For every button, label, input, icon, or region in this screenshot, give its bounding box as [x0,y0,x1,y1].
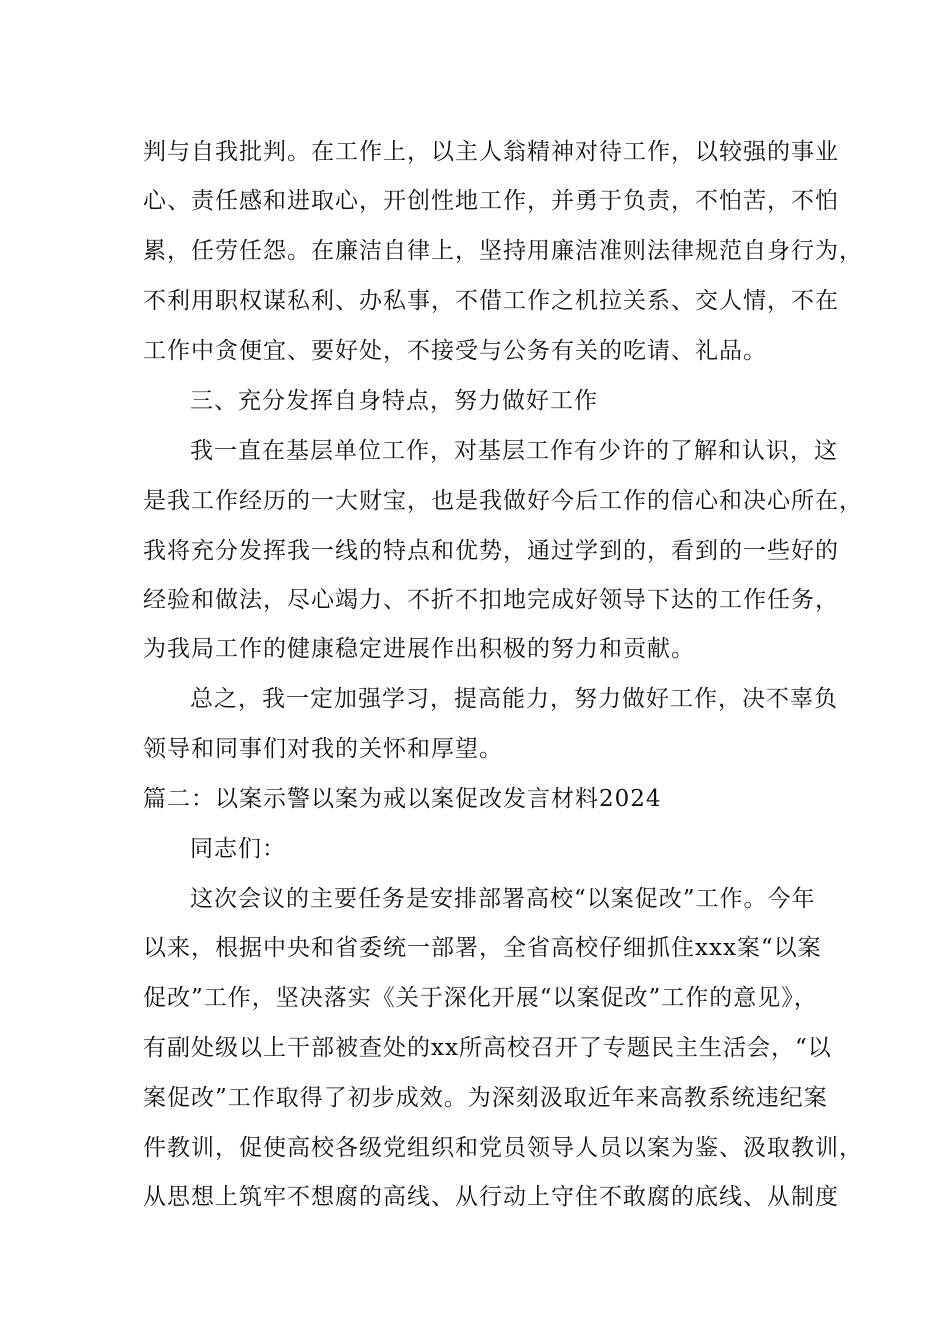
text-line: 件教训，促使高校各级党组织和党员领导人员以案为鉴、汲取教训， [143,1135,863,1161]
text-line: 不利用职权谋私利、办私事，不借工作之机拉关系、交人情，不在 [143,288,839,314]
text-line: 累，任劳任怨。在廉洁自律上，坚持用廉洁准则法律规范自身行为， [143,238,863,264]
text-line: 心、责任感和进取心，开创性地工作，并勇于负责，不怕苦，不怕 [143,188,839,214]
text-line: 工作中贪便宜、要好处，不接受与公务有关的吃请、礼品。 [143,338,767,364]
text-line: 以来，根据中央和省委统一部署，全省高校仔细抓住xxx案“以案 [143,935,822,961]
text-line: 案促改”工作取得了初步成效。为深刻汲取近年来高教系统违纪案 [143,1085,828,1111]
text-line: 总之，我一定加强学习，提高能力，努力做好工作，决不辜负 [190,686,838,712]
text-line: 促改”工作，坚决落实《关于深化开展“以案促改”工作的意见》， [143,985,818,1011]
text-line: 有副处级以上干部被查处的xx所高校召开了专题民主生活会，“以 [143,1035,832,1061]
text-line: 领导和同事们对我的关怀和厚望。 [143,736,503,762]
text-line: 这次会议的主要任务是安排部署高校“以案促改”工作。今年 [190,886,816,912]
chapter-title: 篇二：以案示警以案为戒以案促改发言材料2024 [143,786,662,812]
text-line: 经验和做法，尽心竭力、不折不扣地完成好领导下达的工作任务， [143,587,839,613]
text-line: 是我工作经历的一大财宝，也是我做好今后工作的信心和决心所在， [143,488,863,514]
text-line: 我将充分发挥我一线的特点和优势，通过学到的，看到的一些好的 [143,538,839,564]
text-line: 判与自我批判。在工作上，以主人翁精神对待工作，以较强的事业 [143,139,839,165]
text-line: 从思想上筑牢不想腐的高线、从行动上守住不敢腐的底线、从制度 [143,1184,839,1210]
salutation: 同志们： [190,836,286,862]
section-heading: 三、充分发挥自身特点，努力做好工作 [190,388,598,414]
text-line: 我一直在基层单位工作，对基层工作有少许的了解和认识，这 [190,438,838,464]
text-line: 为我局工作的健康稳定进展作出积极的努力和贡献。 [143,636,695,662]
